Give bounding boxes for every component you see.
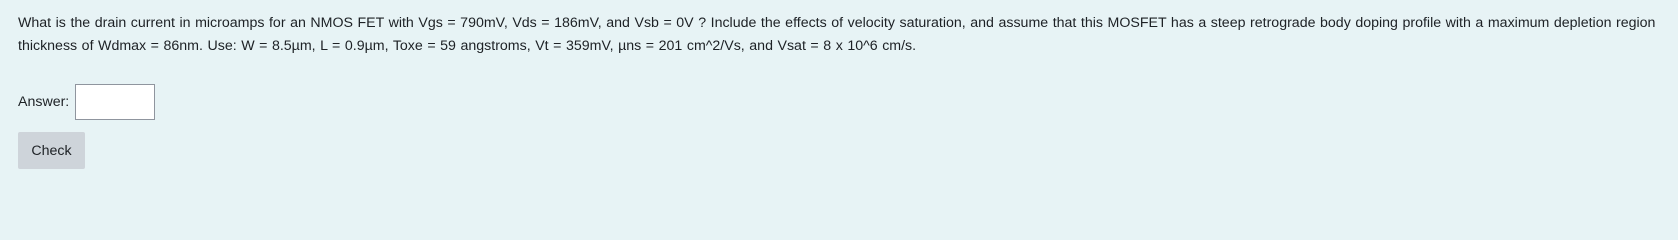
question-text: What is the drain current in microamps for an NMOS FET with Vgs = 790mV, Vds = 186mV, and Vsb = 0V ? Include the effects of velocity saturation, and assume that this MOSFET has a steep retrograde body doping profile with a maximum depletion region thickness of Wdmax = 86nm. Use: W = 8.5µm, L = 0.9µm, Toxe = 59 angstroms, Vt = 359mV, µns = 201 cm^2/Vs, and Vsat = 8 x 10^6 cm/s. bbox=[18, 15, 1656, 54]
answer-input[interactable] bbox=[75, 84, 155, 120]
answer-row bbox=[18, 84, 155, 120]
answer-label: Answer: bbox=[18, 94, 70, 110]
check-button[interactable]: Check bbox=[18, 132, 85, 169]
